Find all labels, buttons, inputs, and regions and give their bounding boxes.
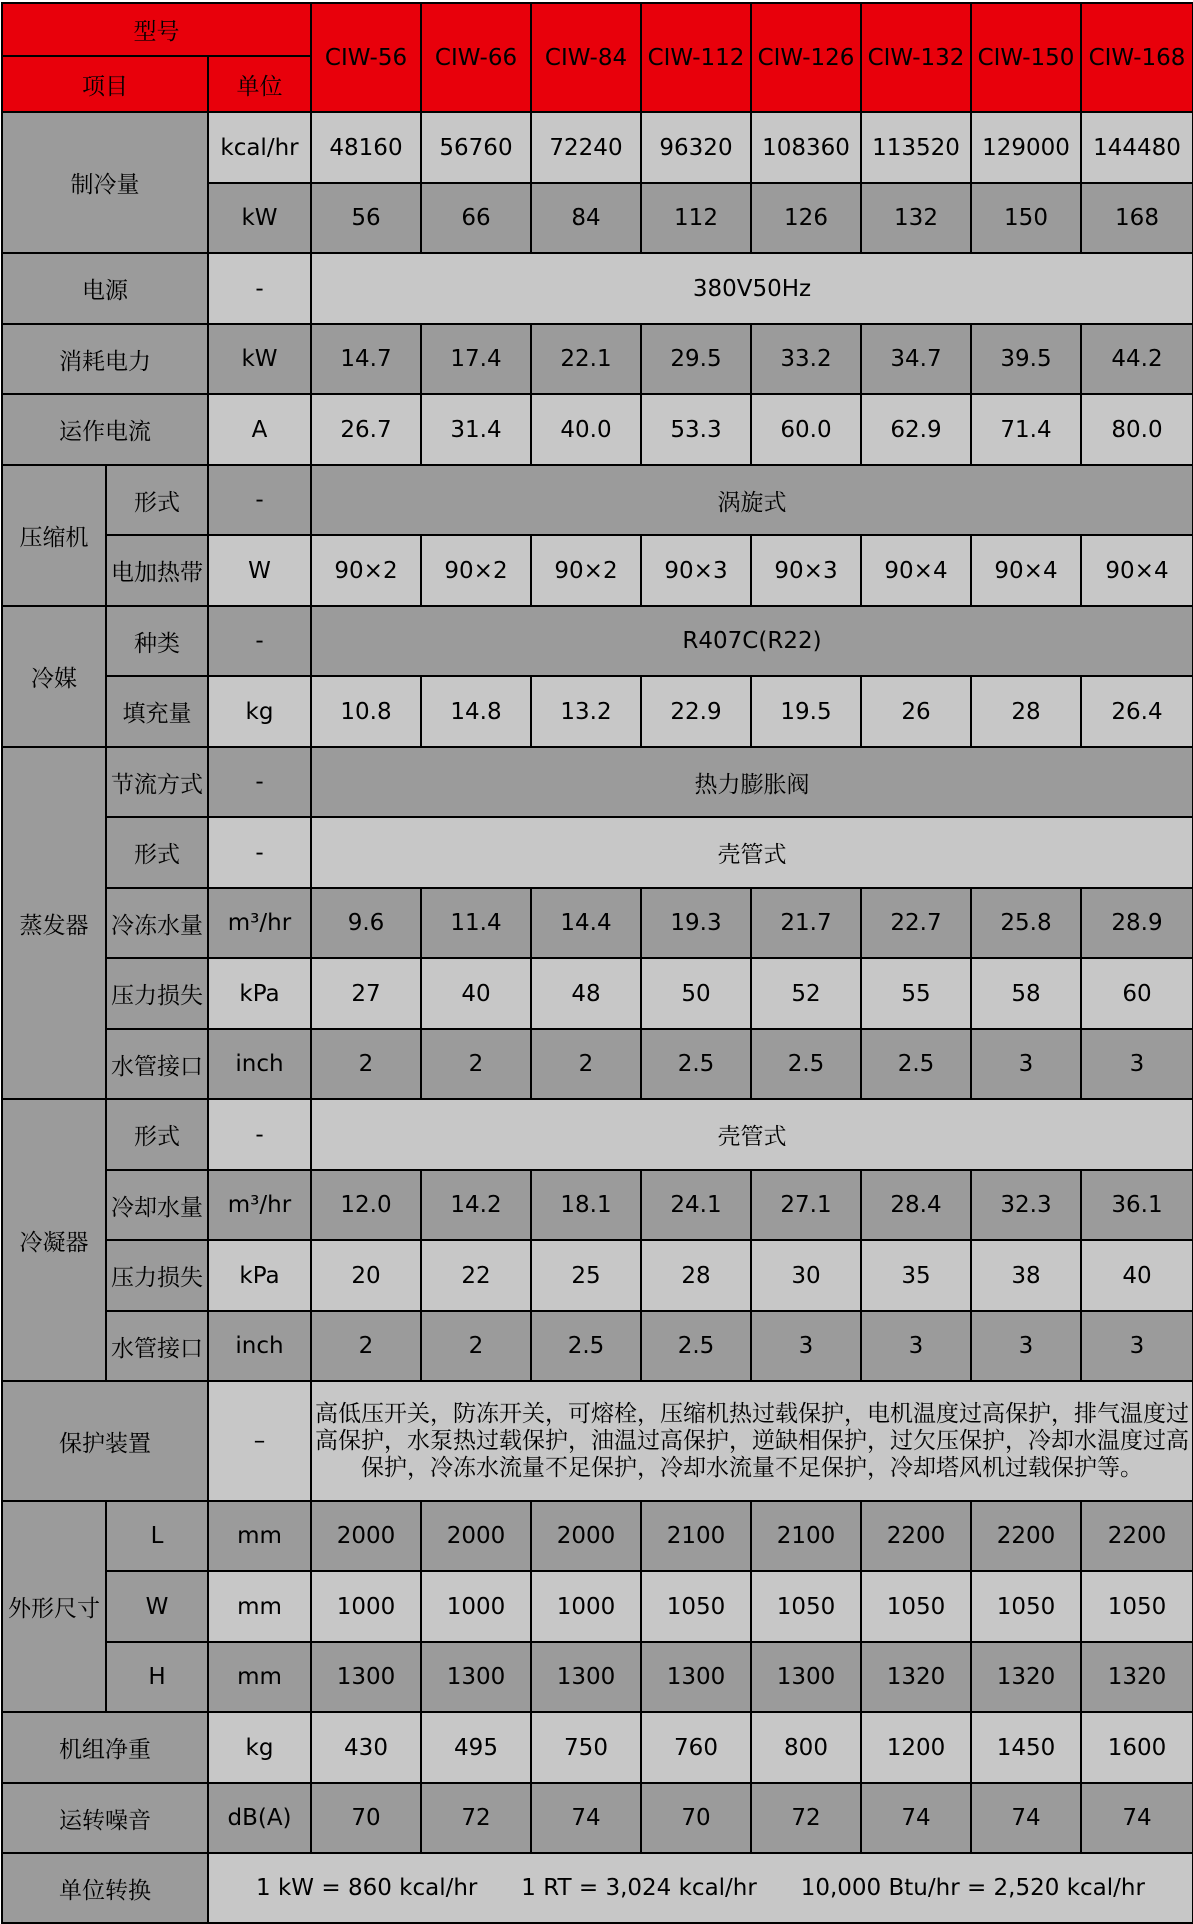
value-cell: 1320: [971, 1642, 1081, 1712]
value-cell: 14.8: [421, 676, 531, 747]
sub-label: 电加热带: [106, 535, 208, 606]
value-cell: 28.4: [861, 1170, 971, 1240]
value-cell: 1450: [971, 1712, 1081, 1783]
row-conversion: [2, 1853, 1193, 1923]
group-label: 冷凝器: [2, 1099, 106, 1381]
value-cell: 25.8: [971, 888, 1081, 958]
sub-label: 压力损失: [106, 1240, 208, 1311]
unit-cell: W: [208, 535, 311, 606]
unit-cell: kg: [208, 1712, 311, 1783]
row-evaporator-pipe: [2, 1029, 1193, 1099]
merged-value-cell: R407C(R22): [311, 606, 1193, 676]
value-cell: 1050: [1081, 1571, 1193, 1642]
value-cell: 3: [751, 1311, 861, 1381]
sub-label: 压力损失: [106, 958, 208, 1029]
value-cell: 56: [311, 183, 421, 253]
row-refrigerant-charge: [2, 676, 1193, 747]
row-dimension-l: [2, 1501, 1193, 1571]
sub-label: 节流方式: [106, 747, 208, 817]
merged-value-cell: 380V50Hz: [311, 253, 1193, 324]
value-cell: 168: [1081, 183, 1193, 253]
value-cell: 27.1: [751, 1170, 861, 1240]
value-cell: 1050: [751, 1571, 861, 1642]
row-label: 保护装置: [2, 1381, 208, 1501]
sub-label: W: [106, 1571, 208, 1642]
row-label: 机组净重: [2, 1712, 208, 1783]
value-cell: 96320: [641, 112, 751, 183]
unit-cell: kW: [208, 183, 311, 253]
protection-text: 高低压开关，防冻开关，可熔栓，压缩机热过载保护，电机温度过高保护，排气温度过高保护，水泵热过载保护，油温过高保护，逆缺相保护，过欠压保护，冷却水温度过高保护，冷冻水流量不足保护，冷却水流量不足保护，冷却塔风机过载保护等。: [311, 1381, 1193, 1501]
group-label: 压缩机: [2, 465, 106, 606]
value-cell: 150: [971, 183, 1081, 253]
value-cell: 2200: [1081, 1501, 1193, 1571]
value-cell: 40.0: [531, 394, 641, 465]
value-cell: 26: [861, 676, 971, 747]
unit-cell: kPa: [208, 1240, 311, 1311]
value-cell: 3: [971, 1029, 1081, 1099]
unit-header: 单位: [208, 56, 311, 112]
row-condenser-type: [2, 1099, 1193, 1170]
value-cell: 430: [311, 1712, 421, 1783]
unit-cell: -: [208, 253, 311, 324]
value-cell: 90×2: [311, 535, 421, 606]
value-cell: 2: [531, 1029, 641, 1099]
unit-cell: mm: [208, 1642, 311, 1712]
value-cell: 17.4: [421, 324, 531, 394]
value-cell: 495: [421, 1712, 531, 1783]
value-cell: 1300: [751, 1642, 861, 1712]
spec-table: [1, 2, 1193, 1924]
value-cell: 19.5: [751, 676, 861, 747]
row-power-consumption: [2, 324, 1193, 394]
unit-cell: kcal/hr: [208, 112, 311, 183]
unit-cell: kg: [208, 676, 311, 747]
value-cell: 1050: [861, 1571, 971, 1642]
value-cell: 1200: [861, 1712, 971, 1783]
value-cell: 10.8: [311, 676, 421, 747]
row-evaporator-chilled-water: [2, 888, 1193, 958]
value-cell: 48: [531, 958, 641, 1029]
value-cell: 62.9: [861, 394, 971, 465]
model-name: CIW-112: [641, 3, 751, 112]
value-cell: 1050: [971, 1571, 1081, 1642]
row-dimension-w: [2, 1571, 1193, 1642]
row-running-current: [2, 394, 1193, 465]
value-cell: 29.5: [641, 324, 751, 394]
value-cell: 90×4: [1081, 535, 1193, 606]
merged-value-cell: 壳管式: [311, 1099, 1193, 1170]
value-cell: 113520: [861, 112, 971, 183]
value-cell: 112: [641, 183, 751, 253]
unit-cell: A: [208, 394, 311, 465]
value-cell: 28.9: [1081, 888, 1193, 958]
value-cell: 38: [971, 1240, 1081, 1311]
row-label: 制冷量: [2, 112, 208, 253]
value-cell: 80.0: [1081, 394, 1193, 465]
value-cell: 1320: [1081, 1642, 1193, 1712]
row-label: 单位转换: [2, 1853, 208, 1923]
sub-label: 形式: [106, 817, 208, 888]
value-cell: 2: [311, 1029, 421, 1099]
sub-label: 形式: [106, 465, 208, 535]
value-cell: 30: [751, 1240, 861, 1311]
unit-cell: -: [208, 1099, 311, 1170]
value-cell: 72: [751, 1783, 861, 1853]
value-cell: 760: [641, 1712, 751, 1783]
value-cell: 90×2: [531, 535, 641, 606]
model-name: CIW-168: [1081, 3, 1193, 112]
model-header: 型号: [2, 3, 311, 56]
value-cell: 72: [421, 1783, 531, 1853]
sub-label: H: [106, 1642, 208, 1712]
value-cell: 90×4: [861, 535, 971, 606]
value-cell: 53.3: [641, 394, 751, 465]
value-cell: 2: [311, 1311, 421, 1381]
value-cell: 1000: [531, 1571, 641, 1642]
value-cell: 33.2: [751, 324, 861, 394]
unit-cell: mm: [208, 1501, 311, 1571]
sub-label: 水管接口: [106, 1029, 208, 1099]
value-cell: 2.5: [861, 1029, 971, 1099]
value-cell: 36.1: [1081, 1170, 1193, 1240]
value-cell: 2.5: [531, 1311, 641, 1381]
value-cell: 66: [421, 183, 531, 253]
unit-cell: dB(A): [208, 1783, 311, 1853]
value-cell: 44.2: [1081, 324, 1193, 394]
value-cell: 1050: [641, 1571, 751, 1642]
value-cell: 74: [531, 1783, 641, 1853]
value-cell: 9.6: [311, 888, 421, 958]
unit-cell: -: [208, 606, 311, 676]
sub-label: 种类: [106, 606, 208, 676]
unit-cell: -: [208, 465, 311, 535]
value-cell: 27: [311, 958, 421, 1029]
value-cell: 24.1: [641, 1170, 751, 1240]
value-cell: 129000: [971, 112, 1081, 183]
value-cell: 32.3: [971, 1170, 1081, 1240]
value-cell: 2.5: [751, 1029, 861, 1099]
value-cell: 11.4: [421, 888, 531, 958]
row-condenser-cooling-water: [2, 1170, 1193, 1240]
value-cell: 90×2: [421, 535, 531, 606]
value-cell: 22.1: [531, 324, 641, 394]
value-cell: 1000: [421, 1571, 531, 1642]
value-cell: 55: [861, 958, 971, 1029]
value-cell: 40: [421, 958, 531, 1029]
merged-value-cell: 热力膨胀阀: [311, 747, 1193, 817]
row-dimension-h: [2, 1642, 1193, 1712]
row-label: 消耗电力: [2, 324, 208, 394]
value-cell: 52: [751, 958, 861, 1029]
row-compressor-heater: [2, 535, 1193, 606]
value-cell: 132: [861, 183, 971, 253]
value-cell: 60.0: [751, 394, 861, 465]
conversion-text: 1 kW = 860 kcal/hr 1 RT = 3,024 kcal/hr 10,000 Btu/hr = 2,520 kcal/hr: [208, 1853, 1193, 1923]
row-noise: [2, 1783, 1193, 1853]
value-cell: 2000: [421, 1501, 531, 1571]
unit-cell: -: [208, 817, 311, 888]
value-cell: 14.7: [311, 324, 421, 394]
value-cell: 90×3: [751, 535, 861, 606]
unit-cell: inch: [208, 1311, 311, 1381]
value-cell: 1300: [531, 1642, 641, 1712]
group-label: 冷媒: [2, 606, 106, 747]
group-label: 外形尺寸: [2, 1501, 106, 1712]
value-cell: 3: [861, 1311, 971, 1381]
value-cell: 84: [531, 183, 641, 253]
merged-value-cell: 涡旋式: [311, 465, 1193, 535]
value-cell: 22: [421, 1240, 531, 1311]
value-cell: 3: [1081, 1311, 1193, 1381]
value-cell: 20: [311, 1240, 421, 1311]
unit-cell: inch: [208, 1029, 311, 1099]
value-cell: 2100: [751, 1501, 861, 1571]
value-cell: 1600: [1081, 1712, 1193, 1783]
value-cell: 28: [641, 1240, 751, 1311]
value-cell: 144480: [1081, 112, 1193, 183]
value-cell: 12.0: [311, 1170, 421, 1240]
value-cell: 90×3: [641, 535, 751, 606]
row-protection: [2, 1381, 1193, 1501]
model-name: CIW-66: [421, 3, 531, 112]
value-cell: 1320: [861, 1642, 971, 1712]
value-cell: 74: [861, 1783, 971, 1853]
value-cell: 26.7: [311, 394, 421, 465]
row-refrigerant-kind: [2, 606, 1193, 676]
row-evaporator-pressure-loss: [2, 958, 1193, 1029]
value-cell: 126: [751, 183, 861, 253]
value-cell: 50: [641, 958, 751, 1029]
value-cell: 1300: [421, 1642, 531, 1712]
row-condenser-pressure-loss: [2, 1240, 1193, 1311]
model-name: CIW-84: [531, 3, 641, 112]
value-cell: 31.4: [421, 394, 531, 465]
value-cell: 40: [1081, 1240, 1193, 1311]
value-cell: 2000: [531, 1501, 641, 1571]
value-cell: 71.4: [971, 394, 1081, 465]
model-name: CIW-132: [861, 3, 971, 112]
sub-label: 形式: [106, 1099, 208, 1170]
value-cell: 74: [1081, 1783, 1193, 1853]
unit-cell: mm: [208, 1571, 311, 1642]
unit-cell: m³/hr: [208, 1170, 311, 1240]
value-cell: 3: [1081, 1029, 1193, 1099]
row-label: 运作电流: [2, 394, 208, 465]
value-cell: 28: [971, 676, 1081, 747]
value-cell: 70: [311, 1783, 421, 1853]
merged-value-cell: 壳管式: [311, 817, 1193, 888]
value-cell: 13.2: [531, 676, 641, 747]
value-cell: 14.4: [531, 888, 641, 958]
value-cell: 750: [531, 1712, 641, 1783]
group-label: 蒸发器: [2, 747, 106, 1099]
value-cell: 25: [531, 1240, 641, 1311]
value-cell: 2: [421, 1311, 531, 1381]
row-condenser-pipe: [2, 1311, 1193, 1381]
row-evaporator-type: [2, 817, 1193, 888]
value-cell: 1300: [641, 1642, 751, 1712]
value-cell: 19.3: [641, 888, 751, 958]
row-compressor-type: [2, 465, 1193, 535]
unit-cell: –: [208, 1381, 311, 1501]
value-cell: 2.5: [641, 1029, 751, 1099]
row-label: 运转噪音: [2, 1783, 208, 1853]
value-cell: 21.7: [751, 888, 861, 958]
value-cell: 22.7: [861, 888, 971, 958]
value-cell: 18.1: [531, 1170, 641, 1240]
unit-cell: m³/hr: [208, 888, 311, 958]
value-cell: 60: [1081, 958, 1193, 1029]
value-cell: 2: [421, 1029, 531, 1099]
sub-label: L: [106, 1501, 208, 1571]
value-cell: 70: [641, 1783, 751, 1853]
value-cell: 34.7: [861, 324, 971, 394]
value-cell: 14.2: [421, 1170, 531, 1240]
unit-cell: -: [208, 747, 311, 817]
value-cell: 56760: [421, 112, 531, 183]
value-cell: 22.9: [641, 676, 751, 747]
unit-cell: kPa: [208, 958, 311, 1029]
value-cell: 2200: [861, 1501, 971, 1571]
value-cell: 48160: [311, 112, 421, 183]
model-name: CIW-150: [971, 3, 1081, 112]
row-net-weight: [2, 1712, 1193, 1783]
value-cell: 2200: [971, 1501, 1081, 1571]
value-cell: 72240: [531, 112, 641, 183]
value-cell: 39.5: [971, 324, 1081, 394]
row-power-supply: [2, 253, 1193, 324]
value-cell: 74: [971, 1783, 1081, 1853]
model-name: CIW-56: [311, 3, 421, 112]
value-cell: 26.4: [1081, 676, 1193, 747]
value-cell: 3: [971, 1311, 1081, 1381]
value-cell: 1000: [311, 1571, 421, 1642]
row-label: 电源: [2, 253, 208, 324]
sub-label: 冷却水量: [106, 1170, 208, 1240]
row-cooling-kcal: [2, 112, 1193, 183]
value-cell: 58: [971, 958, 1081, 1029]
row-evaporator-throttle: [2, 747, 1193, 817]
item-header: 项目: [2, 56, 208, 112]
model-name: CIW-126: [751, 3, 861, 112]
sub-label: 水管接口: [106, 1311, 208, 1381]
value-cell: 90×4: [971, 535, 1081, 606]
value-cell: 2.5: [641, 1311, 751, 1381]
value-cell: 2100: [641, 1501, 751, 1571]
value-cell: 35: [861, 1240, 971, 1311]
unit-cell: kW: [208, 324, 311, 394]
sub-label: 冷冻水量: [106, 888, 208, 958]
value-cell: 1300: [311, 1642, 421, 1712]
sub-label: 填充量: [106, 676, 208, 747]
value-cell: 800: [751, 1712, 861, 1783]
value-cell: 108360: [751, 112, 861, 183]
value-cell: 2000: [311, 1501, 421, 1571]
